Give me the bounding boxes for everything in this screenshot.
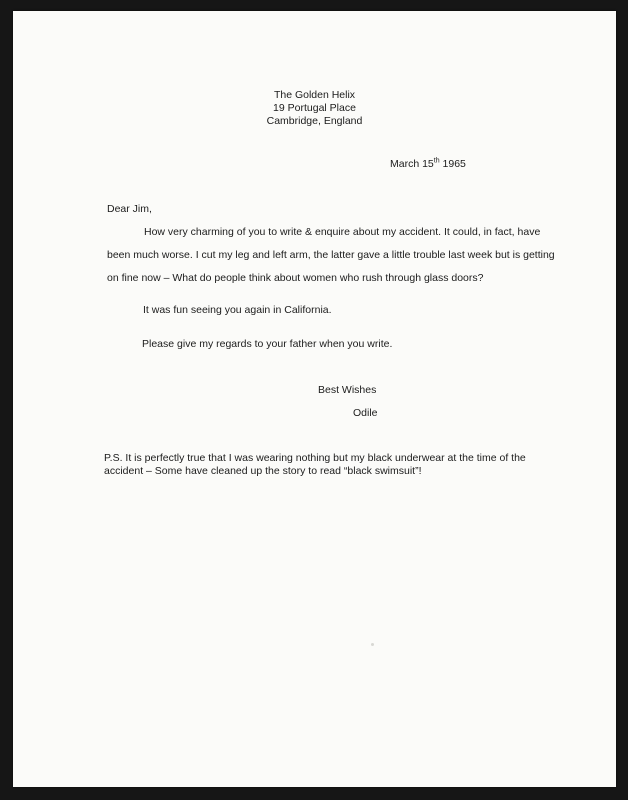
postscript-line-2: accident – Some have cleaned up the story to read “black swimsuit”!	[104, 465, 422, 477]
paragraph-1-line-2: been much worse. I cut my leg and left arm, the latter gave a little trouble last week but is getting	[107, 249, 555, 261]
salutation: Dear Jim,	[107, 203, 152, 215]
address-line-2: 19 Portugal Place	[273, 102, 356, 114]
paper-speck	[371, 643, 374, 646]
letter-page	[13, 11, 616, 787]
paragraph-3: Please give my regards to your father when you write.	[142, 338, 393, 350]
signature: Odile	[353, 407, 378, 419]
closing: Best Wishes	[318, 384, 377, 396]
letter-date	[390, 158, 466, 171]
date-superscript: th	[433, 157, 440, 165]
paragraph-2: It was fun seeing you again in California.	[143, 304, 332, 316]
address-line-1: The Golden Helix	[273, 89, 356, 101]
postscript-line-1: P.S. It is perfectly true that I was wearing nothing but my black underwear at the time of the	[104, 452, 526, 464]
paragraph-1-line-3: on fine now – What do people think about women who rush through glass doors?	[107, 272, 484, 284]
date-suffix: 1965	[439, 158, 466, 170]
date-prefix: March 15	[390, 158, 434, 170]
address-line-3: Cambridge, England	[266, 115, 363, 127]
paragraph-1-line-1: How very charming of you to write & enquire about my accident. It could, in fact, have	[144, 226, 541, 238]
